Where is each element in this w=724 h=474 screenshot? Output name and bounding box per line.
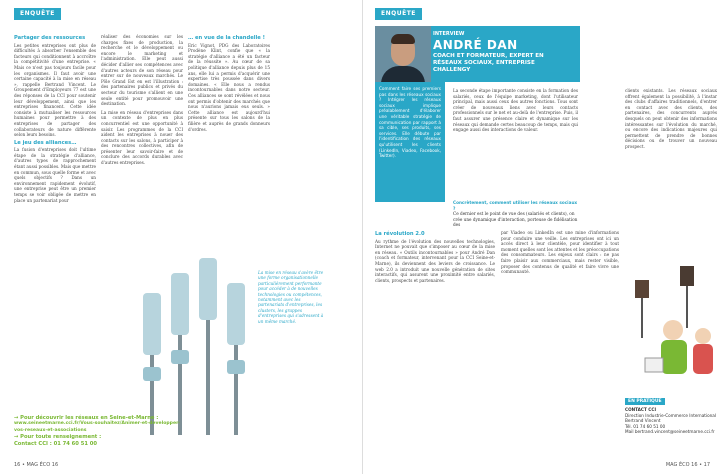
right-page [362, 0, 724, 474]
practical-label: EN PRATIQUE [625, 398, 665, 405]
practical-line: Direction Industrie-Commerce International [625, 412, 717, 418]
question-box [375, 82, 445, 202]
paragraph: Eric Vignot, PDG des Laboratoires Prodène Klint, confie que « la stratégie d'alliance a été un facteur de la réussite ». Au cœur de sa politique d'alliance depuis plus de 15 ans, elle lui a permis d'acquérir une expertise très poussée dans divers domaines. « Elle nous a rendus incontournables dans notre secteur. Ces alliances se sont révélées et nous ont permis d'obtenir des marchés que nous n'aurions jamais eus seuls. » Cette alliance est aujourd'hui présente sur tous les salons de la filière et auprès de grands donneurs d'ordres. [188, 42, 270, 132]
subheading: Partager des ressources [14, 35, 86, 41]
qa-block [453, 200, 578, 228]
section-rubric: ENQUÊTE [375, 8, 422, 20]
interview-kicker: INTERVIEW [433, 31, 465, 37]
side-note: La mise en réseau s'avère être une forme organisationnelle particulièrement performante pour accéder à de nouvelles technologies ou compétences, notamment avec les partenariats d'entreprises, les clusters, les grappes d'entreprises qui s'adressent à un même marché. [258, 270, 324, 324]
contact-line: → Pour toute renseignement : [14, 434, 102, 441]
contact-box [14, 415, 189, 447]
portrait-photo [375, 26, 431, 82]
interviewee-role: COACH ET FORMATEUR, EXPERT EN RÉSEAUX SOCIAUX, ENTREPRISE CHALLENGY [433, 53, 544, 73]
practical-line: Bertrand Vincent [625, 418, 661, 424]
paragraph: Au rythme de l'évolution des nouvelles technologies, Internet ne pouvait que s'imposer au cœur de la mise en réseau. « Outils incontournables » pour André Dan (coach et formateur, intervenant pour la CCI Seine-et-Marne), ils deviennent des leviers de croissance. Le web 2.0 a introduit une nouvelle génération de sites interactifs, qui assurent une proximité entre salariés, clients, prospects et partenaires. [375, 238, 495, 283]
practical-email[interactable]: Mail bertrand.vincent@seineetmarne.cci.fr [625, 429, 715, 435]
network-cartoon-illustration [625, 258, 720, 388]
revolution-section [375, 230, 495, 286]
question-text: Comment faire ses premiers pas dans les réseaux sociaux ? Intégrer les réseaux sociaux implique préalablement d'élaborer une véritable stratégie de communication par rapport à sa cible, ses produits, ses services. Elle débute par l'identification des réseaux qu'utilisent les clients (LinkedIn, Viadeo, Facebook, Twitter). [379, 86, 441, 159]
practical-title: CONTACT CCI [625, 407, 657, 413]
section-rubric: ENQUÊTE [14, 8, 61, 20]
article-column-2 [101, 34, 183, 169]
interviewee-name: ANDRÉ DAN [433, 38, 518, 52]
paragraph: Les petites entreprises ont plus de difficultés à absorber l'ensemble des facteurs qui conditionnent à accroître la compétitivité d'une entreprise. « Mais ce n'est pas toujours facile pour les organismes. Il faut avoir une certaine capacité à la mise en réseau », rappelle Bertrand Vincent. Le Groupement d'Employeurs 77 est une des réponses de la CCI pour soutenir leur développement, ainsi que les entreprises financent. Cette idée consiste à mutualiser les ressources humaines pour permettre à des entreprises de partager des collaborateurs de nature différente selon leurs besoins. [14, 42, 96, 138]
subheading: Le jeu des alliances… [14, 139, 77, 146]
practical-line: Tél. 01 74 60 51 00 [625, 423, 666, 429]
subheading: La révolution 2.0 [375, 231, 425, 237]
paragraph: La fusion d'entreprises doit l'ultime étape de la stratégie d'alliance, d'autres types de rapprochement étant aussi possibles. Mais que mettre en commun, sous quelle forme et avec quels objectifs ? Dans un environnement rapidement évolutif, une entreprise peut être un premier temps se voir obligée de mettre en place un partenariat pour [14, 147, 96, 203]
paragraph: La mise en réseau d'entreprises dans un contexte de plus en plus concurrentiel est une opportunité à saisir. Les programmes de la CCI aident les entreprises à nouer des contacts sur les salons, à participer à des rencontres collectives, afin de présenter leur savoir-faire et de conclure des accords durables avec d'autres entreprises. [101, 109, 183, 166]
qa-question: Concrètement, comment utiliser les réseaux sociaux ? [453, 200, 578, 211]
qa-answer: Ce dernier est le point de vue des (salariés et clients), on crée une dynamique d'interaction, porteuse de fidélisation des [453, 211, 578, 228]
article-column-right: clients existants. Les réseaux sociaux offrent également la possibilité, à l'instar des clubs d'affaires traditionnels, d'entrer en contact avec des clients, des partenaires, des concurrents auprès desquels on peut obtenir des informations intéressantes sur l'évolution du marché, ou encore des indications majeures qui permettent de prendre de bonnes décisions ou de trouver un nouveau prospect. [625, 88, 717, 149]
article-column-1 [14, 34, 96, 206]
folio: MAG ÉCO 16 • 17 [665, 462, 710, 468]
contact-link[interactable]: www.seineetmarne.cci.fr/Vous-souhaitez/Animer-et-developper-vos-reseaux-et-associations [14, 421, 181, 433]
practical-info-box [625, 398, 717, 434]
paragraph: réaliser des économies sur les charges fixes de production, la recherche et le développement ou encore le marketing et l'administration. Elle peut aussi décider d'allier ses compétences avec d'autres acteurs de son réseau pour entrer sur de nouveaux marchés. Le Pôle Grand Est en est l'illustration : des partenaires publics et privés du secteur du tourisme s'allient en une seule entité pour promouvoir une destination. [101, 34, 183, 107]
subheading: … en vue de la chandelle ! [188, 35, 265, 41]
article-column-3 [188, 34, 270, 135]
folio: 16 • MAG ÉCO 16 [14, 462, 59, 468]
interview-intro: La seconde étape importante consiste en la formation des salariés, ceux de l'équipe marketing, dont l'utilisateur principal, mais aussi ceux des autres fonctions. Tous sont créer de nouveaux liens avec leurs contacts professionnels sur le net et au-delà de l'entreprise. Puis, il faut assurer une présence claire et dynamique sur les réseaux qui demande certes beaucoup de temps, mais qui engage aussi des interactions de valeur. [453, 88, 578, 133]
contact-phone: Contact CCI : 01 74 60 51 00 [14, 440, 97, 447]
article-column-right-2: par Viadeo ou LinkedIn est une mine d'informations pour conduire une veille. Les entreprises ont ici un accès direct à leur clientèle, pour identifier à tout moment quelles sont les attentes et les préoccupations des consommateurs. Les enjeux sont clairs : ne pas faire plaisir aux commerciaux, mais rester visible, proposer des contenus de qualité et faire vivre une communauté. [501, 230, 619, 275]
contact-line: → Pour découvrir les réseaux en Seine-et-Marne : [14, 415, 159, 421]
